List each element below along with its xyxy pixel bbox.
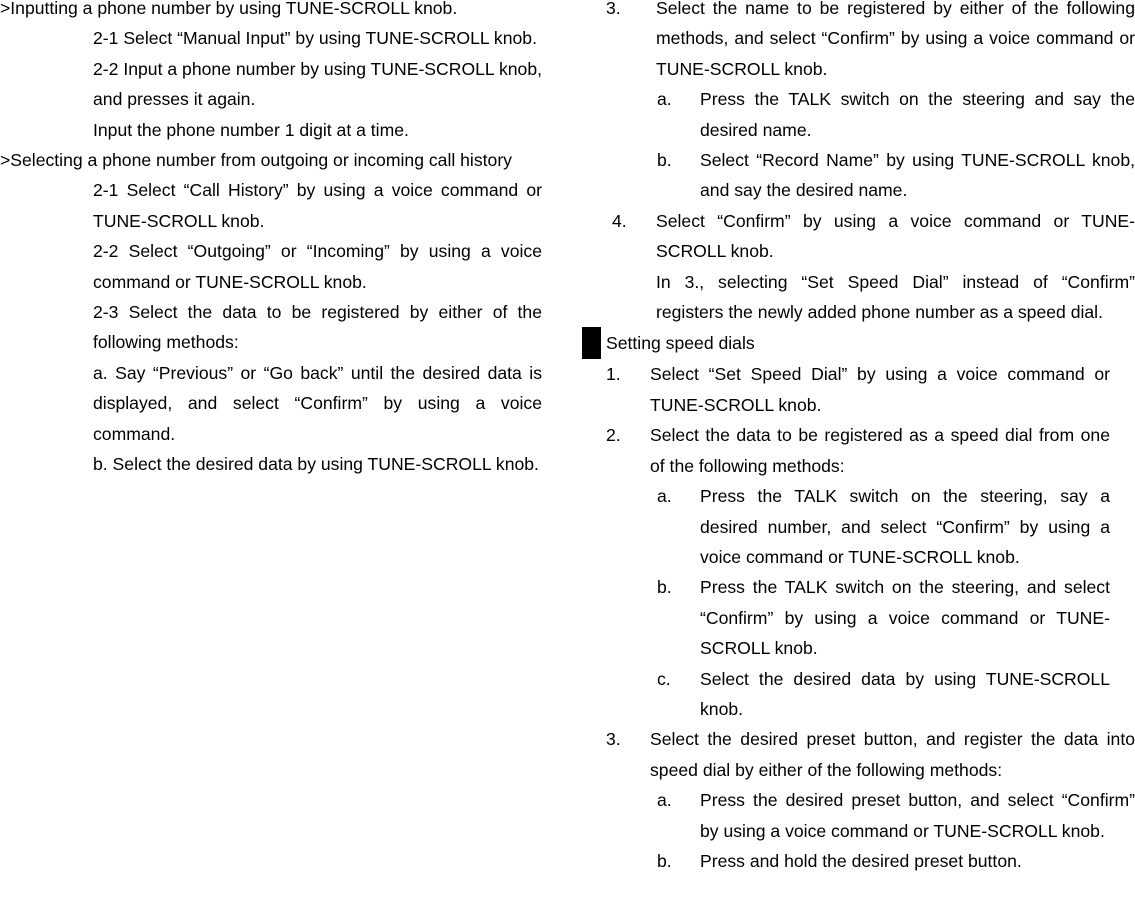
speed-dial-section-heading [582,327,1135,359]
history-method-b: b. Select the desired data by using TUNE-SCROLL knob. [93,454,539,475]
speed-dial-step-3-b-label: b. [657,850,672,871]
speed-dial-step-3-b-text: Press and hold the desired preset button. [700,850,1022,871]
history-step-2-3: 2-3 Select the data to be registered by either of the following methods: [93,302,542,353]
speed-dial-step-2-c-label: c. [657,668,671,689]
speed-dial-heading-text: Setting speed dials [606,333,755,354]
speed-dial-note: In 3., selecting “Set Speed Dial” instead of “Confirm” registers the newly added phone number as a speed dial. [656,271,1135,323]
speed-dial-step-2-method-a [650,481,1110,572]
speed-dial-step-3-a-label: a. [657,790,672,811]
manual-step-note: Input the phone number 1 digit at a time. [93,119,409,140]
speed-dial-step-3-text: Select the desired preset button, and register the data into speed dial by either of the following methods: [650,729,1135,780]
register-step-3-text: Select the name to be registered by either of the following methods, and select “Confirm” by using a voice command or TUNE-SCROLL knob. [656,0,1135,79]
register-step-3-b-label: b. [657,150,672,171]
register-step-3-method-b [656,145,1135,206]
speed-dial-step-2-method-b [650,572,1110,663]
speed-dial-step-2-number: 2. [606,425,621,446]
speed-dial-step-3-a-text: Press the desired preset button, and select “Confirm” by using a voice command or TUNE-SCROLL knob. [700,790,1135,841]
left-column [0,0,542,480]
history-step-2-2: 2-2 Select “Outgoing” or “Incoming” by using a voice command or TUNE-SCROLL knob. [93,241,542,292]
speed-dial-step-1-number: 1. [606,364,621,385]
register-step-3-number: 3. [606,0,621,18]
speed-dial-step-2-b-text: Press the TALK switch on the steering, and select “Confirm” by using a voice command or TUNE-SCROLL knob. [700,577,1110,659]
history-step-2-1: 2-1 Select “Call History” by using a voice command or TUNE-SCROLL knob. [93,180,542,231]
speed-dial-step-1-text: Select “Set Speed Dial” by using a voice command or TUNE-SCROLL knob. [650,364,1110,415]
call-history-heading: >Selecting a phone number from outgoing or incoming call history [0,150,512,171]
speed-dial-step-2-b-label: b. [657,577,672,598]
register-step-4 [582,206,1135,267]
right-column [582,0,1135,876]
register-step-3 [582,0,1135,84]
speed-dial-step-2 [582,420,1110,481]
speed-dial-step-2-text: Select the data to be registered as a speed dial from one of the following methods: [650,425,1110,476]
register-step-3-a-text: Press the TALK switch on the steering and say the desired name. [700,89,1135,140]
speed-dial-step-2-method-c [650,664,1110,725]
register-step-3-b-text: Select “Record Name” by using TUNE-SCROLL knob, and say the desired name. [700,150,1135,201]
speed-dial-step-3 [582,724,1135,785]
speed-dial-step-2-a-text: Press the TALK switch on the steering, say a desired number, and select “Confirm” by using a voice command or TUNE-SCROLL knob. [700,486,1110,567]
speed-dial-step-3-method-a [650,785,1135,846]
speed-dial-step-3-number: 3. [606,729,621,750]
history-method-a: a. Say “Previous” or “Go back” until the desired data is displayed, and select “Confirm” by using a voice command. [93,362,542,444]
manual-step-2-1: 2-1 Select “Manual Input” by using TUNE-SCROLL knob. [93,28,537,49]
speed-dial-step-2-c-text: Select the desired data by using TUNE-SCROLL knob. [700,668,1110,719]
register-step-3-method-a [656,84,1135,145]
section-marker-block [582,327,601,359]
manual-input-heading: >Inputting a phone number by using TUNE-SCROLL knob. [0,0,458,18]
register-step-4-number: 4. [612,210,627,231]
manual-step-2-2: 2-2 Input a phone number by using TUNE-SCROLL knob, and presses it again. [93,58,542,110]
speed-dial-step-2-a-label: a. [657,486,672,507]
speed-dial-step-3-method-b [650,846,1135,876]
speed-dial-step-1 [582,359,1110,420]
register-step-4-text: Select “Confirm” by using a voice command or TUNE-SCROLL knob. [656,210,1135,262]
register-step-3-a-label: a. [657,89,672,110]
